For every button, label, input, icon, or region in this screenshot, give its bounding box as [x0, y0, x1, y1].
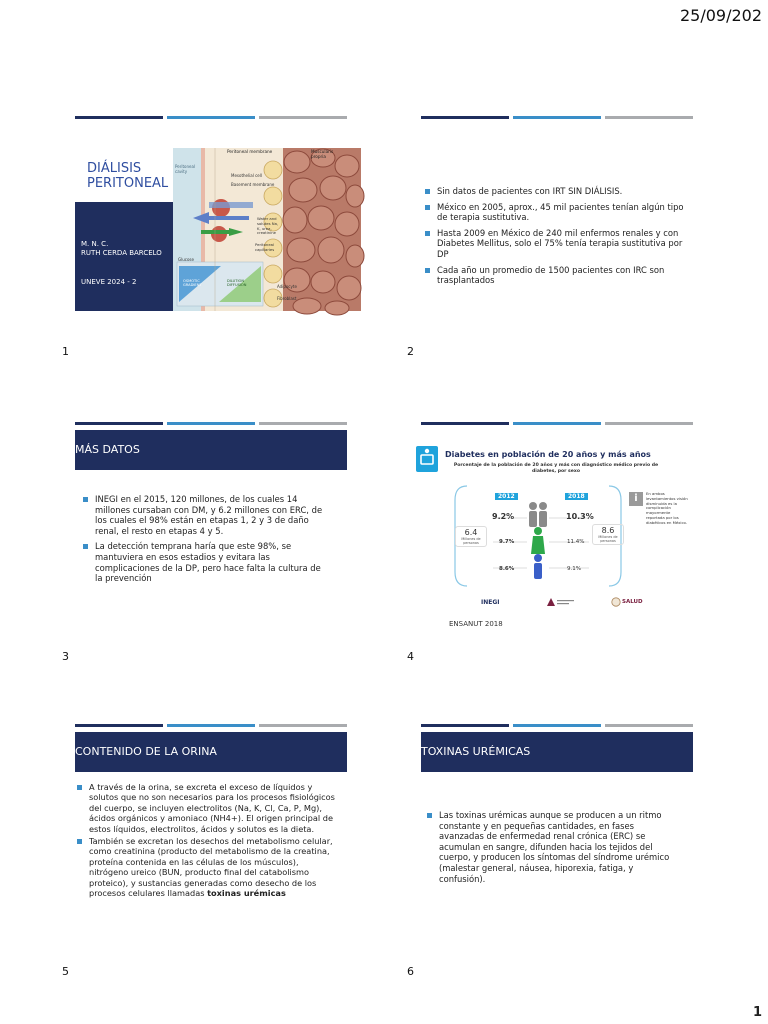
footer-page-number: 1: [752, 1005, 762, 1020]
image-label-dilution-diffusion: DILUTION DIFFUSION: [227, 279, 247, 288]
slide-4: [415, 422, 693, 628]
term-label: UNEVE 2024 - 2: [81, 278, 137, 286]
bullet-item: A través de la orina, se excreta el exceso de líquidos y solutos que no son necesarios para los procesos fisiológicos del cuerpo, se incluyen electrolitos (Na, K, Cl, Ca, P, Mg), ácidos orgánicos y amoniaco (NH4+). El origen principal de estos líquidos, electrolitos, ácidos y solutos es la dieta.: [77, 782, 339, 834]
image-label-peritoneal-cavity: Peritoneal cavity: [175, 164, 196, 174]
salud-logo: SALUD: [622, 599, 643, 605]
slide-1: [75, 116, 347, 311]
slide-1-title: DIÁLISIS PERITONEAL: [87, 161, 169, 191]
slide-number: 6: [407, 965, 414, 978]
men-population-icon: [531, 527, 545, 554]
bullet-item: La detección temprana haría que este 98%, se mantuviera en esos estadios y evitara las complicaciones de la DP, pero hace falta la cultura de la prevención: [83, 541, 329, 583]
slide-2-bullets: [425, 186, 687, 291]
inegi-logo: INEGI: [481, 599, 500, 606]
author-name: RUTH CERDA BARCELO: [81, 249, 162, 257]
slide-top-bar: [421, 116, 693, 119]
bullet-item: INEGI en el 2015, 120 millones, de los cuales 14 millones cursaban con DM, y 6.2 millones con ERC, de los cuales el 98% están en etapas 1, 2 y 3 de daño renal, el resto en etapas 4 y 5.: [83, 494, 329, 536]
image-label-adipocyte: Adipocyte: [277, 284, 297, 289]
women-2018-value: 9.1%: [567, 566, 581, 572]
image-label-peritoneal-capillaries: Peritoneal capillaries: [255, 242, 275, 252]
women-population-icon: [534, 554, 542, 579]
slide-3: [75, 422, 347, 617]
slide-number: 5: [62, 965, 69, 978]
image-label-osmotic-gradient: OSMOTIC GRADIENT: [183, 279, 202, 288]
slide-top-bar: [75, 724, 347, 727]
total-population-icon: [529, 502, 547, 527]
salud-logo-icon: [611, 597, 621, 607]
bullet-item: Hasta 2009 en México de 240 mil enfermos renales y con Diabetes Mellitus, solo el 75% tenía terapia sustitutiva por DP: [425, 228, 687, 260]
image-label-peritoneal-membrane: Peritoneal membrane: [227, 149, 273, 154]
year-badge-2018: 2018: [565, 493, 588, 500]
diabetes-logo-icon: [416, 446, 438, 472]
slide-6-bullets: [427, 810, 679, 889]
slide-6: [421, 724, 693, 919]
note-info-icon: i: [629, 492, 643, 506]
slide-top-bar: [75, 422, 347, 425]
bullet-item: Sin datos de pacientes con IRT SIN DIÁLISIS.: [425, 186, 687, 197]
image-label-water-solutes: Water and solutes Na, K, urea, creatinine: [257, 216, 279, 236]
bullet-item: También se excretan los desechos del metabolismo celular, como creatinina (producto del metabolismo de la creatina, proteína contenida en las células de los músculos), nitrógeno ureico (BUN, producto final del catabolismo proteico), y sustancias generadas como desecho de los procesos celulares llamadas toxinas urémicas: [77, 836, 339, 898]
slide-1-info-panel: [75, 202, 175, 311]
bullet-item: Cada año un promedio de 1500 pacientes con IRC son trasplantados: [425, 265, 687, 286]
image-label-glucose: Glucose: [178, 257, 194, 262]
slide-3-bullets: [83, 494, 329, 589]
women-2012-value: 8.6%: [499, 566, 515, 572]
header-date: 25/09/202: [679, 6, 762, 25]
complication-note: En ambos levantamientos visión disminuida es la complicación mayormente reportada por los diabéticos en México.: [646, 491, 688, 525]
author-credential: M. N. C.: [81, 240, 109, 248]
total-2012-value: 9.2%: [492, 512, 515, 521]
slide-number: 4: [407, 650, 414, 663]
slide-top-bar: [75, 116, 347, 119]
government-logo-icon: [546, 597, 576, 607]
image-label-mesothelial-cell: Mesothelial cell: [231, 173, 262, 178]
men-2018-value: 11.4%: [567, 539, 585, 545]
infographic-heading: Diabetes en población de 20 años y más años: [445, 450, 651, 459]
source-label: ENSANUT 2018: [449, 620, 503, 628]
bullet-item: Las toxinas urémicas aunque se producen a un ritmo constante y en pequeñas cantidades, en fases avanzadas de enfermedad renal crónica (ERC) se acumulan en sangre, difunden hacia los tejidos del cuerpo, y producen los síntomas del síndrome urémico (malestar general, náusea, hiporexia, fatiga, y confusión).: [427, 810, 679, 884]
slide-top-bar: [421, 422, 693, 425]
bullet-item: México en 2005, aprox., 45 mil pacientes tenían algún tipo de terapia sustitutiva.: [425, 202, 687, 223]
infographic-subheading: Porcentaje de la población de 20 años y más con diagnóstico médico previo de diabetes, por sexo: [453, 463, 659, 474]
slide-number: 2: [407, 345, 414, 358]
millions-2012: 6.4 Millones de personas: [455, 526, 487, 547]
slide-6-title: TOXINAS URÉMICAS: [421, 732, 693, 772]
slide-5-bullets: [77, 782, 339, 903]
slide-5-title: CONTENIDO DE LA ORINA: [75, 732, 347, 772]
men-2012-value: 9.7%: [499, 539, 515, 545]
image-label-fibroblast: Fibroblast: [277, 296, 297, 301]
slide-top-bar: [421, 724, 693, 727]
slide-2: [421, 116, 693, 311]
slide-3-title: MÁS DATOS: [75, 430, 347, 470]
millions-2018: 8.6 Millones de personas: [592, 524, 624, 545]
image-label-basement-membrane: Basement membrane: [231, 182, 275, 187]
slide-number: 3: [62, 650, 69, 663]
total-2018-value: 10.3%: [566, 512, 594, 521]
slide-5: [75, 724, 347, 944]
image-label-muscularis-propria: Muscularis propria: [311, 149, 334, 159]
year-badge-2012: 2012: [495, 493, 518, 500]
slide-number: 1: [62, 345, 69, 358]
